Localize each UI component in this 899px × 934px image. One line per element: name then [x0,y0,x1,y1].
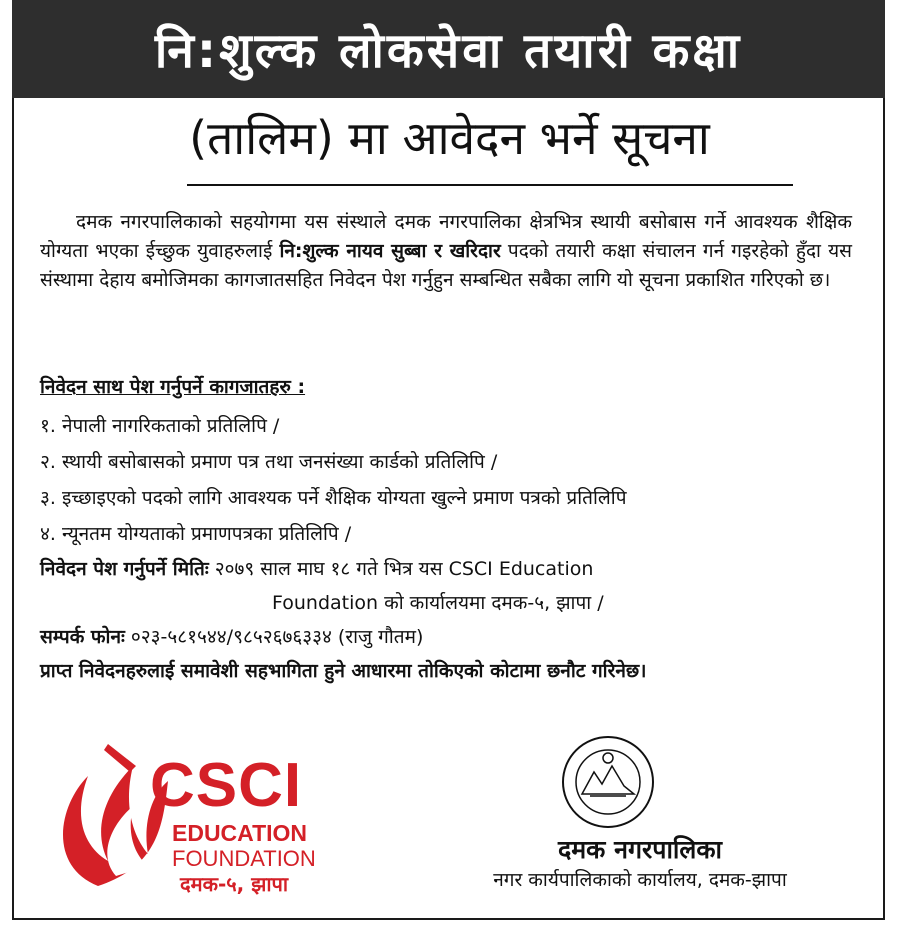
requirement-item: ४. न्यूनतम योग्यताको प्रमाणपत्रका प्रतिलिपि / [40,523,352,545]
requirement-item: १. नेपाली नागरिकताको प्रतिलिपि / [40,415,280,437]
deadline-line2: Foundation को कार्यालयमा दमक-५, झापा / [272,592,604,614]
deadline-block [40,552,820,620]
page-title: नि:शुल्क लोकसेवा तयारी कक्षा [12,0,885,98]
municipality-seal-icon [560,734,656,830]
selection-note: प्राप्त निवेदनहरुलाई समावेशी सहभागिता हुने आधारमा तोकिएको कोटामा छनौट गरिनेछ। [40,660,647,682]
requirement-item: ३. इच्छाइएको पदको लागि आवश्यक पर्ने शैक्षिक योग्यता खुल्ने प्रमाण पत्रको प्रतिलिपि [40,487,627,509]
contact-value: ०२३-५८१५४४/९८५२६७६३३४ (राजु गौतम) [124,626,424,648]
deadline-label: निवेदन पेश गर्नुपर्ने मितिः [40,558,209,580]
logo-foundation-text: FOUNDATION [172,846,316,871]
requirements-heading: निवेदन साथ पेश गर्नुपर्ने कागजातहरु : [40,376,306,398]
requirements-list [40,408,830,552]
intro-highlight: नि:शुल्क नायव सुब्बा र खरिदार [279,240,501,262]
notice-subtitle: (तालिम) मा आवेदन भर्ने सूचना [189,111,710,165]
municipality-office: नगर कार्यपालिकाको कार्यालय, दमक-झापा [493,869,787,891]
logo-csci-text: CSCI [150,751,303,820]
logo-place-text: दमक-५, झापा [180,872,289,896]
logo-education-text: EDUCATION [172,820,308,846]
deadline-line1: २०७९ साल माघ १८ गते भित्र यस CSCI Education [208,558,594,580]
requirement-item: २. स्थायी बसोबासको प्रमाण पत्र तथा जनसंख्या कार्डको प्रतिलिपि / [40,451,498,473]
intro-text-1: दमक नगरपालिकाको सहयोगमा यस संस्थाले दमक नगरपालिका क्षेत्रभित्र स्थायी बसोबास गर्ने आवश्यक शैक्षिक योग्यता भएका ईच्छुक युवाहरुलाई [40,211,852,262]
municipality-name: दमक नगरपालिका [557,835,723,864]
subtitle-underline [187,184,793,186]
contact-label: सम्पर्क फोनः [40,626,125,648]
contact-phone [40,622,423,652]
intro-text-2: पदको तयारी कक्षा संचालन गर्न गइरहेको हुँदा यस संस्थामा देहाय बमोजिमका कागजातसहित निवेदन पेश गर्नुहुन सम्बन्धित सबैका लागि यो सूचना प्रकाशित गरिएको छ। [40,240,852,291]
intro-paragraph [40,208,852,295]
